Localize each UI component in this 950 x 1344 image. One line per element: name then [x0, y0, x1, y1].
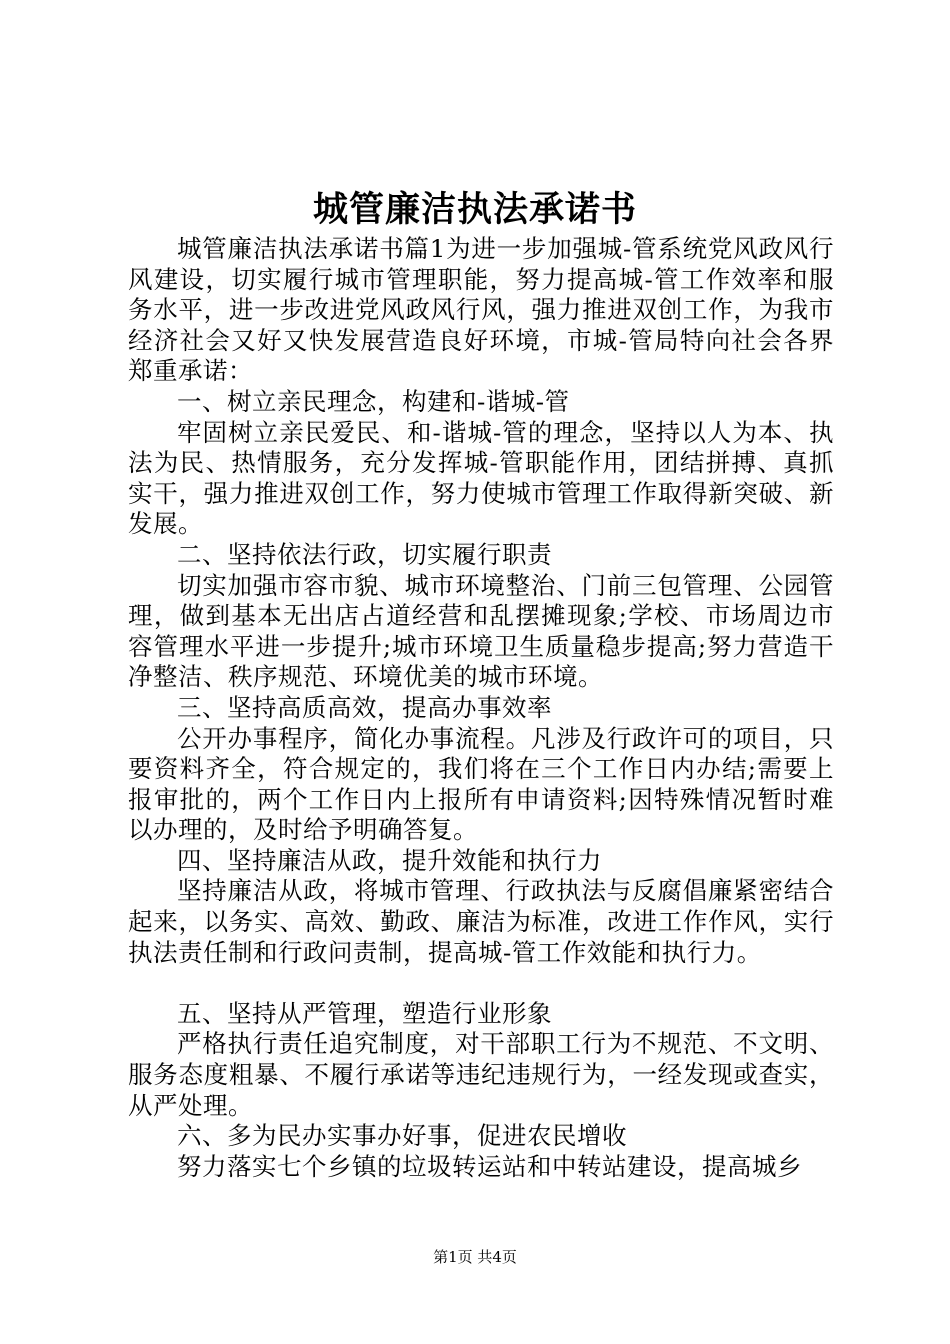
page-number-footer: 第1页 共4页 [433, 1248, 517, 1266]
section-heading: 三、坚持高质高效，提高办事效率 [177, 692, 552, 722]
document-body [128, 234, 834, 1182]
section-paragraph: 努力落实七个乡镇的垃圾转运站和中转站建设，提高城乡 [177, 1151, 802, 1181]
intro-paragraph: 城管廉洁执法承诺书篇1为进一步加强城-管系统党风政风行风建设，切实履行城市管理职能，努力提高城-管工作效率和服务水平，进一步改进党风政风行风，强力推进双创工作，为我市经济社会又好又快发展营造良好环境，市城-管局特向社会各界郑重承诺： [128, 234, 834, 386]
section-heading: 二、坚持依法行政，切实履行职责 [177, 539, 552, 569]
section-paragraph: 坚持廉洁从政，将城市管理、行政执法与反腐倡廉紧密结合起来，以务实、高效、勤政、廉洁为标准，改进工作作风，实行执法责任制和行政问责制，提高城-管工作效能和执行力。 [128, 876, 834, 967]
section-heading: 四、坚持廉洁从政，提升效能和执行力 [177, 845, 602, 875]
section-heading: 一、树立亲民理念，构建和-谐城-管 [177, 386, 570, 416]
section-paragraph: 公开办事程序，简化办事流程。凡涉及行政许可的项目，只要资料齐全，符合规定的，我们将在三个工作日内办结;需要上报审批的，两个工作日内上报所有申请资料;因特殊情况暂时难以办理的，及时给予明确答复。 [128, 723, 834, 845]
section-heading: 五、坚持从严管理，塑造行业形象 [177, 998, 552, 1028]
section-paragraph: 严格执行责任追究制度，对干部职工行为不规范、不文明、服务态度粗暴、不履行承诺等违纪违规行为，一经发现或查实，从严处理。 [128, 1029, 834, 1120]
section-heading: 六、多为民办实事办好事，促进农民增收 [177, 1121, 627, 1151]
section-paragraph: 切实加强市容市貌、城市环境整治、门前三包管理、公园管理，做到基本无出店占道经营和乱摆摊现象;学校、市场周边市容管理水平进一步提升;城市环境卫生质量稳步提高;努力营造干净整洁、秩序规范、环境优美的城市环境。 [128, 570, 834, 692]
section-paragraph: 牢固树立亲民爱民、和-谐城-管的理念，坚持以人为本、执法为民、热情服务，充分发挥城-管职能作用，团结拼搏、真抓实干，强力推进双创工作，努力使城市管理工作取得新突破、新发展。 [128, 417, 834, 539]
document-title: 城管廉洁执法承诺书 [312, 189, 637, 230]
